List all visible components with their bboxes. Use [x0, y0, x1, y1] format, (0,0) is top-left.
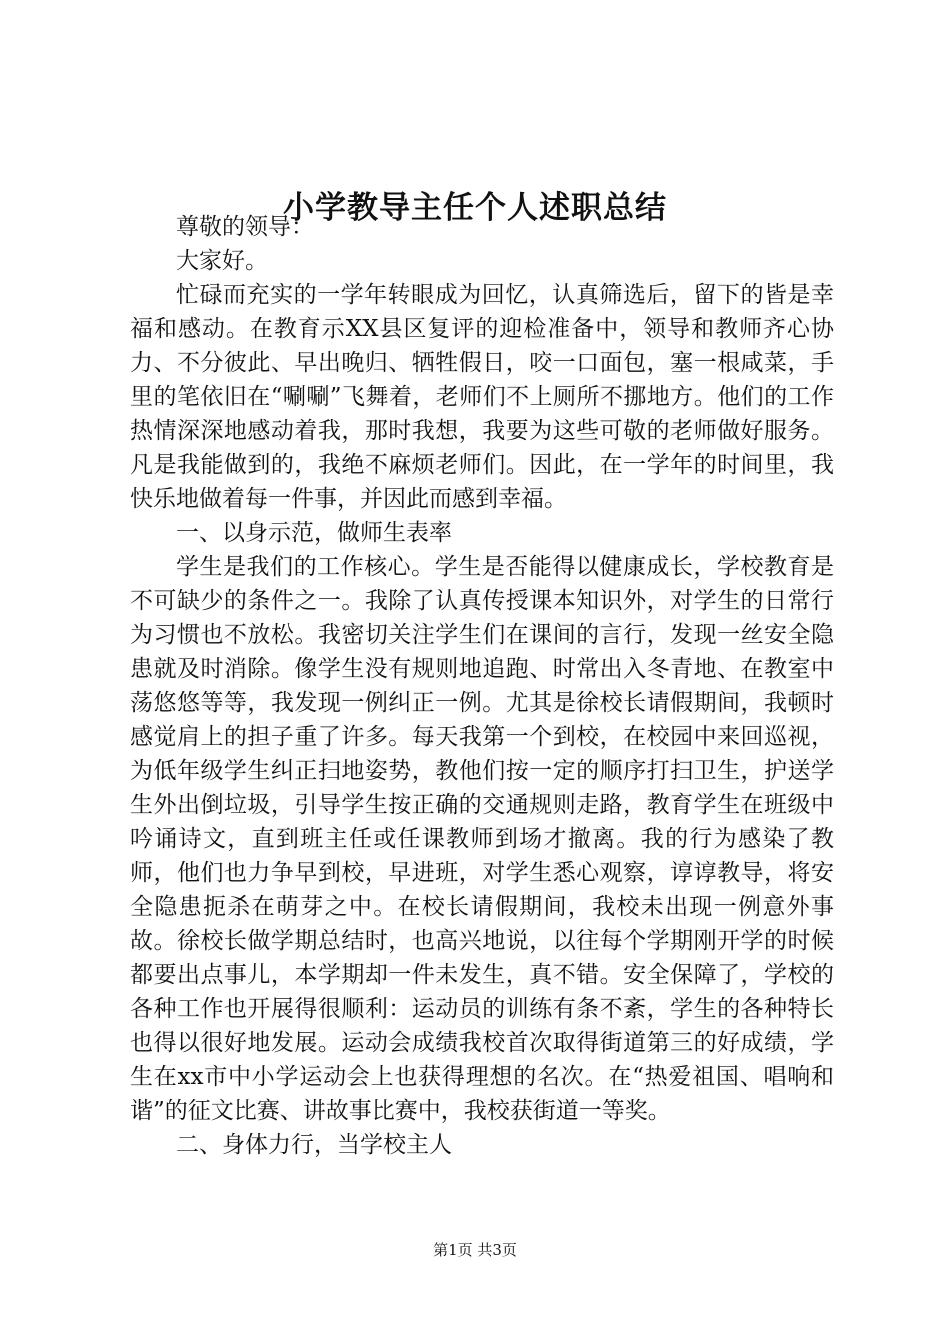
- section-heading-1: 一、以身示范，做师生表率: [176, 520, 452, 546]
- intro-paragraph: 忙碌而充实的一学年转眼成为回忆，认真筛选后，留下的皆是幸福和感动。在教育示XX县区复评的迎检准备中，领导和教师齐心协力、不分彼此、早出晚归、牺牲假日，咬一口面包，塞一根咸菜，手里的笔依旧在“唰唰”飞舞着，老师们不上厕所不挪地方。他们的工作热情深深地感动着我，那时我想，我要为这些可敬的老师做好服务。凡是我能做到的，我绝不麻烦老师们。因此，在一学年的时间里，我快乐地做着每一件事，并因此而感到幸福。: [130, 282, 834, 512]
- section-1-paragraph: 学生是我们的工作核心。学生是否能得以健康成长，学校教育是不可缺少的条件之一。我除了认真传授课本知识外，对学生的日常行为习惯也不放松。我密切关注学生们在课间的言行，发现一丝安全隐患就及时消除。像学生没有规则地追跑、时常出入冬青地、在教室中荡悠悠等等，我发现一例纠正一例。尤其是徐校长请假期间，我顿时感觉肩上的担子重了许多。每天我第一个到校，在校园中来回巡视，为低年级学生纠正扫地姿势，教他们按一定的顺序打扫卫生，护送学生外出倒垃圾，引导学生按正确的交通规则走路，教育学生在班级中吟诵诗文，直到班主任或任课教师到场才撤离。我的行为感染了教师，他们也力争早到校，早进班，对学生悉心观察，谆谆教导，将安全隐患扼杀在萌芽之中。在校长请假期间，我校未出现一例意外事故。徐校长做学期总结时，也高兴地说，以往每个学期刚开学的时候都要出点事儿，本学期却一件未发生，真不错。安全保障了，学校的各种工作也开展得很顺利：运动员的训练有条不紊，学生的各种特长也得以很好地发展。运动会成绩我校首次取得街道第三的好成绩，学生在xx市中小学运动会上也获得理想的名次。在“热爱祖国、唱响和谐”的征文比赛、讲故事比赛中，我校获街道一等奖。: [130, 554, 834, 1124]
- page-footer: 第1页 共3页: [433, 1241, 517, 1259]
- salutation-line: 大家好。: [176, 248, 268, 274]
- document-body: [130, 210, 834, 1162]
- greeting-line: 尊敬的领导：: [176, 214, 314, 240]
- document-title: 小学教导主任个人述职总结: [283, 190, 667, 226]
- section-heading-2: 二、身体力行，当学校主人: [176, 1132, 452, 1158]
